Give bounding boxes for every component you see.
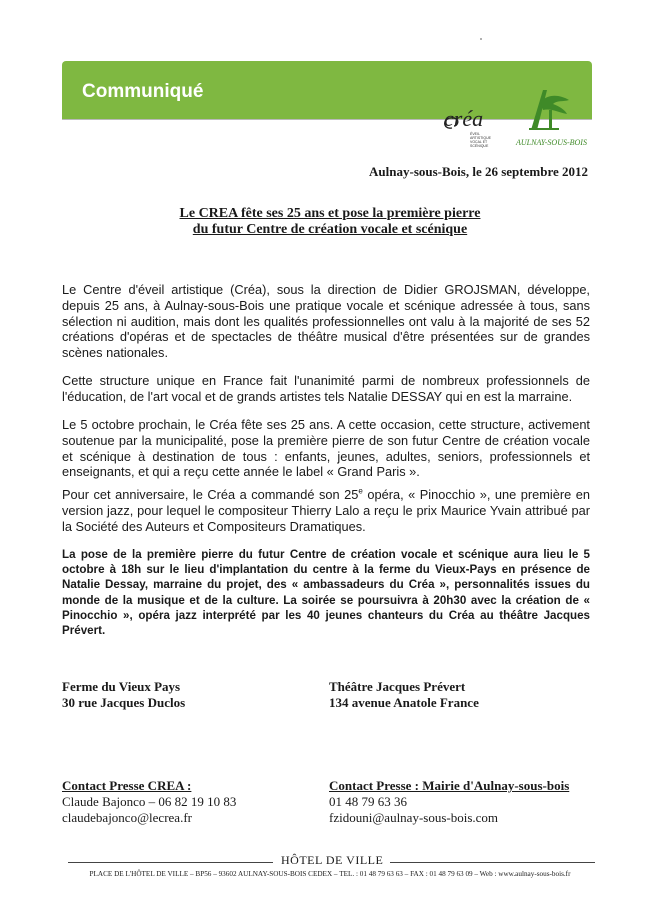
paragraph-pinocchio-start: Pour cet anniversaire, le Créa a commandé son 25 [62, 487, 359, 502]
venue-address: 134 avenue Anatole France [329, 695, 479, 710]
ordinal-superscript: e [358, 486, 363, 496]
contact-mairie [329, 778, 569, 826]
contact-crea [62, 778, 236, 826]
banner-divider [62, 119, 592, 120]
venue-name: Théâtre Jacques Prévert [329, 679, 466, 694]
headline-line-1: Le CREA fête ses 25 ans et pose la première pierre [179, 206, 481, 221]
scan-speck [480, 38, 482, 40]
aulnay-logo-name: AULNAY-SOUS-BOIS [516, 138, 587, 147]
crea-logo: créa [444, 106, 484, 131]
venue-address: 30 rue Jacques Duclos [62, 695, 186, 710]
paragraph-structure: Cette structure unique en France fait l'unanimité parmi de nombreux professionnels de l'éducation, de l'art vocal et de grands artistes tels Natalie DESSAY qui en est la marraine. [62, 373, 590, 404]
footer-rule-right [390, 862, 595, 863]
crea-logo-subtitle: ÉVEIL ARTISTIQUE VOCAL ET SCÉNIQUE [470, 132, 491, 148]
venue-ferme [62, 679, 185, 711]
headline [90, 206, 570, 238]
aulnay-tree-logo-icon [523, 88, 571, 130]
footer-rule-left [68, 862, 273, 863]
date-line: Aulnay-sous-Bois, le 26 septembre 2012 [369, 164, 588, 179]
paragraph-event-details: La pose de la première pierre du futur Centre de création vocale et scénique aura lieu le 5 octobre à 18h sur le lieu d'implantation du centre à la ferme du Vieux-Pays en présence de Natalie Dessay, marraine du projet, des « ambassadeurs du Créa », personnalités issues du monde de la musique et de la culture. La soirée se poursuivra à 20h30 avec la création de « Pinocchio », opéra jazz interprété par les 40 jeunes chanteurs du Créa au théâtre Jacques Prévert. [62, 548, 590, 638]
footer-address: PLACE DE L'HÔTEL DE VILLE – BP56 – 93602 AULNAY-SOUS-BOIS CEDEX – TEL. : 01 48 79 63 63 – FAX : 01 48 79 63 09 – Web : www.aulnay-sous-bois.fr [89, 870, 571, 878]
paragraph-intro: Le Centre d'éveil artistique (Créa), sous la direction de Didier GROJSMAN, développe, depuis 25 ans, à Aulnay-sous-Bois une pratique vocale et scénique adressée à tous, sans sélection ni audition, mais dont les qualités professionnelles ont valu à la majorité de ses 52 créations d'opéras et de spectacles de théâtre musical d'être présentées sur de grandes scènes nationales. [62, 282, 590, 361]
contact-phone: Claude Bajonco – 06 82 19 10 83 [62, 794, 237, 809]
paragraph-anniversary: Le 5 octobre prochain, le Créa fête ses 25 ans. A cette occasion, cette structure, activement soutenue par la municipalité, pose la première pierre de son futur Centre de création vocale et scénique à destination de tous : enfants, jeunes, adultes, seniors, professionnels et enseignants, et qui a reçu cette année le label « Grand Paris ». [62, 417, 590, 480]
footer-title: HÔTEL DE VILLE [281, 853, 384, 867]
venue-name: Ferme du Vieux Pays [62, 679, 181, 694]
contact-phone: 01 48 79 63 36 [329, 794, 407, 809]
venue-theatre [329, 679, 479, 711]
paragraph-pinocchio [62, 487, 590, 534]
contact-email[interactable]: fzidouni@aulnay-sous-bois.com [329, 810, 499, 825]
contact-title: Contact Presse CREA : [62, 778, 192, 793]
headline-line-2: du futur Centre de création vocale et scénique [192, 222, 468, 237]
contact-title: Contact Presse : Mairie d'Aulnay-sous-bois [329, 778, 570, 793]
contact-email[interactable]: claudebajonco@lecrea.fr [62, 810, 192, 825]
banner-title: Communiqué [82, 81, 204, 102]
paragraph-pinocchio-end: opéra, « Pinocchio », une première en version jazz, pour lequel le compositeur Thierry Lalo a reçu le prix Maurice Yvain attribué par la Société des Auteurs et Compositeurs Dramatiques. [62, 487, 591, 534]
